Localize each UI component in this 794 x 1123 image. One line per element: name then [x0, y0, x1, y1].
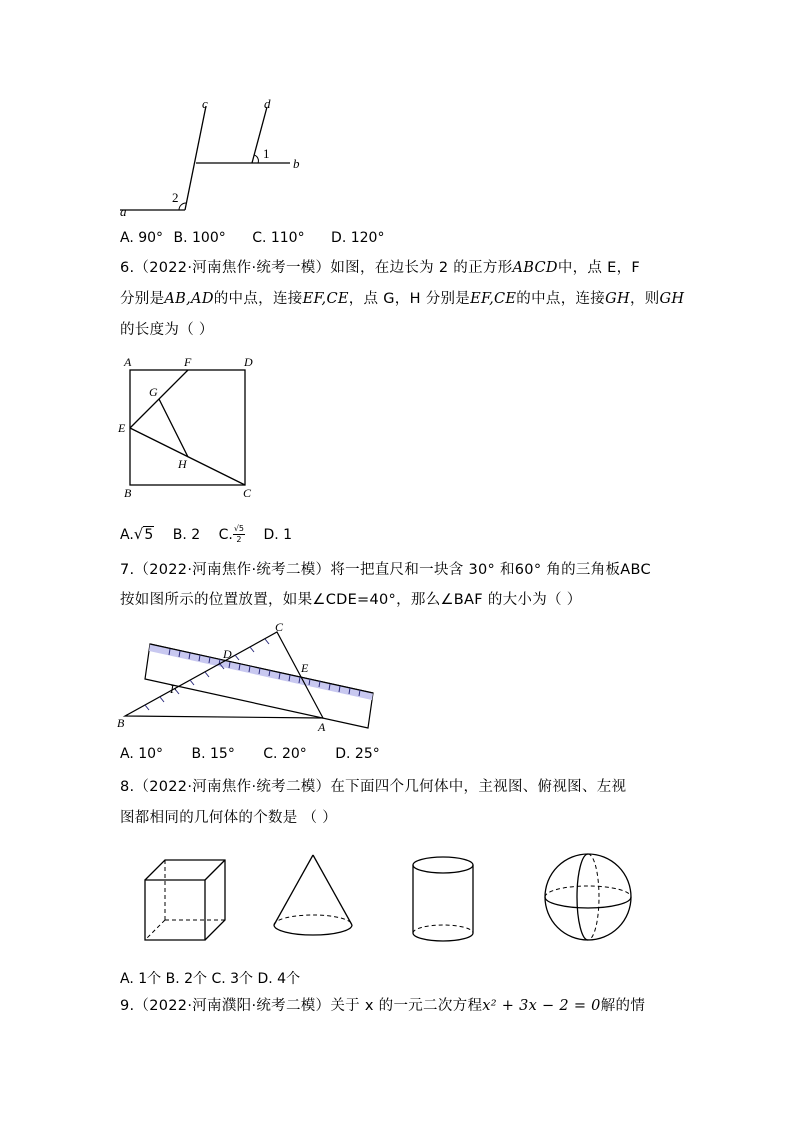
cube-figure — [140, 855, 240, 945]
q7-line1: 7.（2022·河南焦作·统考二模）将一把直尺和一块含 30° 和60° 角的三角板ABC — [120, 562, 651, 578]
label-b: b — [293, 156, 300, 171]
cylinder-figure — [410, 855, 480, 950]
label-H: H — [178, 457, 187, 471]
q8-line2: 图都相同的几何体的个数是 （ ） — [120, 810, 338, 826]
label-B: B — [117, 716, 125, 730]
label-d: d — [264, 96, 271, 111]
q5-options — [120, 230, 384, 246]
label-B: B — [124, 486, 132, 500]
ruler-triangle-figure-q7 — [115, 618, 385, 738]
label-1: 1 — [263, 146, 270, 161]
label-F: F — [184, 355, 192, 369]
q7-options — [120, 746, 380, 762]
square-figure-q6 — [115, 352, 265, 502]
q7-option-b: B. 15° — [191, 746, 235, 762]
q6-option-c: C. $\frac{√5}{2}$ — [218, 524, 245, 544]
label-E: E — [118, 421, 126, 435]
label-C: C — [243, 486, 252, 500]
q5-option-d: D. 120° — [331, 230, 385, 246]
q8-options: A. 1个 B. 2个 C. 3个 D. 4个 — [120, 971, 301, 987]
q9-line1: 9.（2022·河南濮阳·统考二模）关于 x 的一元二次方程x² + 3x − 2 = 0解的情 — [120, 998, 646, 1014]
q7-line2: 按如图所示的位置放置，如果∠CDE=40°，那么∠BAF 的大小为（ ） — [120, 592, 582, 608]
sphere-figure — [540, 850, 640, 945]
angle-figure-q5 — [110, 92, 310, 222]
q6-line1: 6.（2022·河南焦作·统考一模）如图，在边长为 2 的正方形ABCD中，点 E，F — [120, 260, 641, 276]
q5-option-c: C. 110° — [252, 230, 305, 246]
label-C: C — [275, 620, 284, 634]
q6-option-a: A.√5 — [120, 524, 154, 543]
label-c: c — [202, 96, 208, 111]
label-D: D — [244, 355, 253, 369]
q7-option-a: A. 10° — [120, 746, 164, 762]
q5-option-a: A. 90° — [120, 230, 164, 246]
q6-option-b: B. 2 — [172, 526, 201, 543]
label-a: a — [120, 204, 127, 219]
q5-option-b: B. 100° — [173, 230, 226, 246]
q7-option-d: D. 25° — [335, 746, 380, 762]
label-A: A — [124, 355, 132, 369]
q7-option-c: C. 20° — [263, 746, 307, 762]
label-2: 2 — [172, 190, 179, 205]
label-A: A — [318, 720, 326, 734]
cone-figure — [268, 850, 358, 945]
q8-line1: 8.（2022·河南焦作·统考二模）在下面四个几何体中，主视图、俯视图、左视 — [120, 779, 627, 795]
label-G: G — [149, 385, 158, 399]
label-F: F — [170, 682, 178, 696]
label-D: D — [223, 647, 232, 661]
label-E: E — [301, 661, 309, 675]
q6-line2: 分别是AB,AD的中点，连接EF,CE，点 G，H 分别是EF,CE的中点，连接GH，则GH — [120, 291, 685, 307]
q6-line3: 的长度为（ ） — [120, 322, 214, 338]
q6-options — [120, 524, 292, 548]
q6-option-d: D. 1 — [263, 526, 293, 543]
